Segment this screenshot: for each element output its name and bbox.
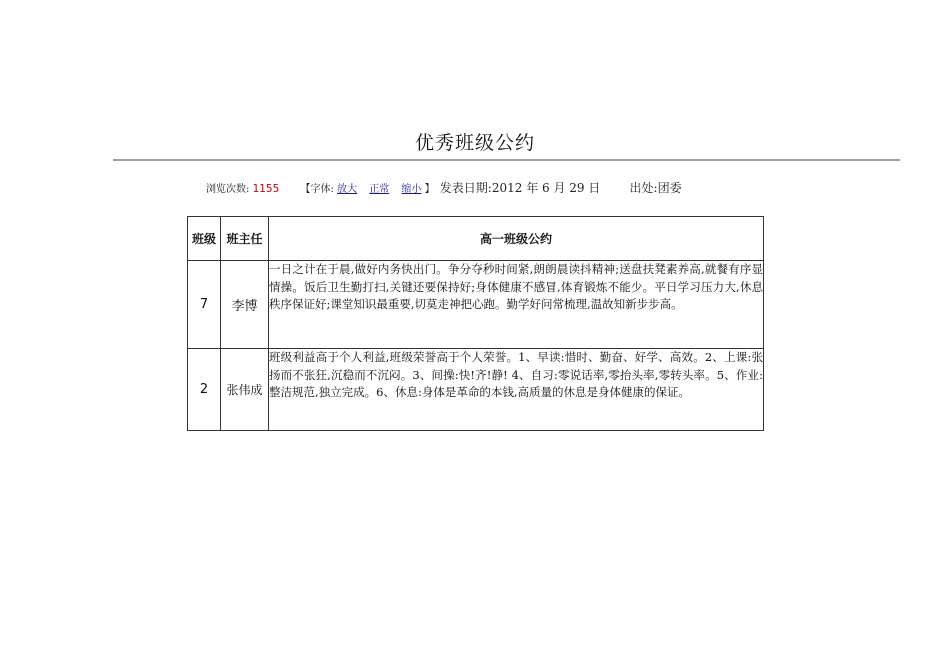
views-count: 1155 xyxy=(252,183,280,195)
font-size-prefix: 【字体: xyxy=(300,184,334,195)
table-row xyxy=(188,261,764,349)
pact-text: 一日之计在于晨,做好内务快出门。争分夺秒时间紧,朗朗晨读抖精神;送盘扶凳素养高,就餐有序显情操。饭后卫生勤打扫,关键还要保持好;身体健康不感冒,体育锻炼不能少。平日学习压力大,休息秩序保证好;课堂知识最重要,切莫走神把心跑。勤学好问常梳理,温故知新步步高。 xyxy=(269,261,764,349)
class-number: 7 xyxy=(188,261,221,349)
font-size-suffix: 】 xyxy=(424,184,435,195)
teacher-name: 李博 xyxy=(221,261,269,349)
font-enlarge-link[interactable]: 放大 xyxy=(337,184,358,195)
class-pact-table xyxy=(187,216,764,431)
source: 出处:团委 xyxy=(629,181,682,195)
table-row xyxy=(188,349,764,431)
header-pact: 高一班级公约 xyxy=(269,217,764,261)
header-class: 班级 xyxy=(188,217,221,261)
header-teacher: 班主任 xyxy=(221,217,269,261)
views-label: 浏览次数: xyxy=(206,184,250,195)
font-shrink-link[interactable]: 缩小 xyxy=(401,184,422,195)
pact-text: 班级利益高于个人利益,班级荣誉高于个人荣誉。1、早读:惜时、勤奋、好学、高效。2、上课:张扬而不张狂,沉稳而不沉闷。3、间操:快!齐!静! 4、自习:零说话率,零抬头率,零转头率。5、作业:整洁规范,独立完成。6、休息:身体是革命的本钱,高质量的休息是身体健康的保证。 xyxy=(269,349,764,431)
page-title: 优秀班级公约 xyxy=(414,132,535,154)
publish-date: 发表日期:2012 年 6 月 29 日 xyxy=(439,181,601,195)
font-normal-link[interactable]: 正常 xyxy=(369,184,390,195)
table-header-row xyxy=(188,217,764,261)
class-number: 2 xyxy=(188,349,221,431)
teacher-name: 张伟成 xyxy=(221,349,269,431)
title-divider xyxy=(113,159,900,161)
article-meta xyxy=(206,179,682,196)
